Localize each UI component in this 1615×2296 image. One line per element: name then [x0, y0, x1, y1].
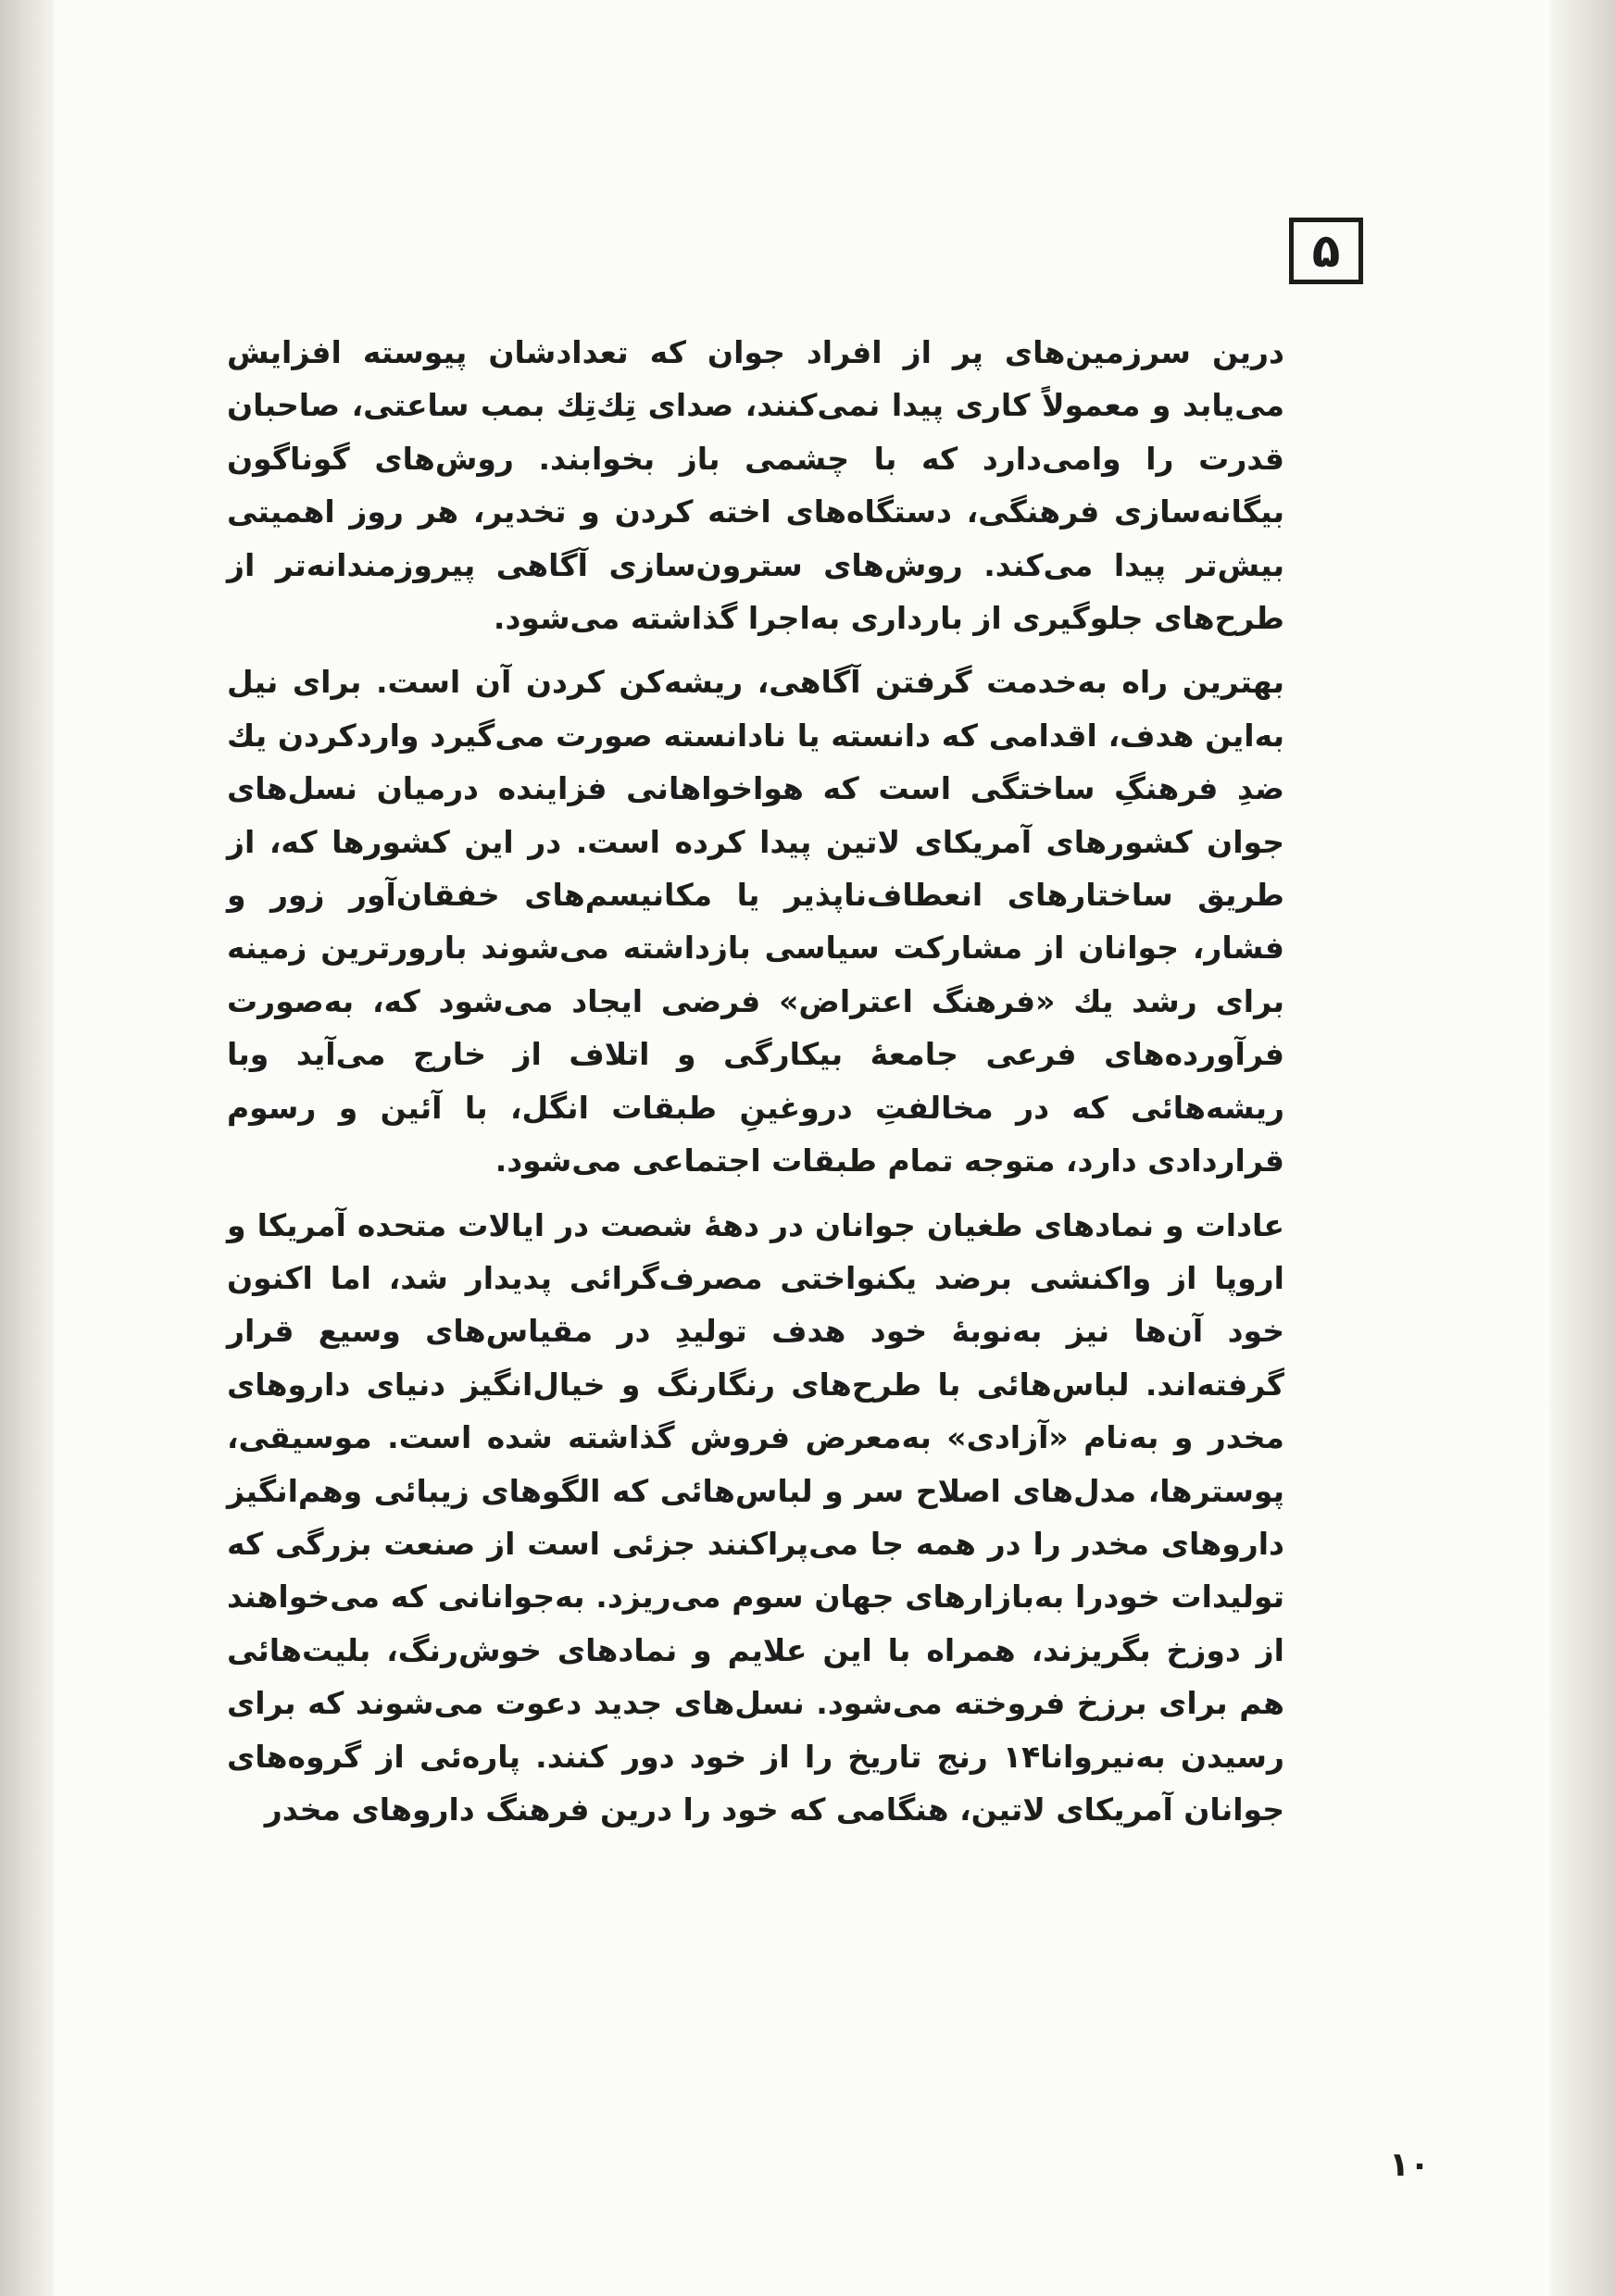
paragraph-1: درین سرزمین‌های پر از افراد جوان که تعدادشان پیوسته افزایش می‌یابد و معمولاً کاری پیدا نمی‌کنند، صدای تِك‌تِك بمب ساعتی، صاحبان قدرت را وامی‌دارد که با چشمی باز بخوابند. روش‌های گوناگون بیگانه‌سازی فرهنگی، دستگاه‌های اخته کردن و تخدیر، هر روز اهمیتی بیش‌تر پیدا می‌کند. روش‌های سترون‌سازی آگاهی پیروزمندانه‌تر از طرح‌های جلوگیری از بارداری به‌اجرا گذاشته می‌شود. [227, 334, 1284, 637]
section-number: ۵ [1311, 224, 1341, 278]
page-left-shadow [0, 0, 54, 2296]
paragraph-3: عادات و نمادهای طغیان جوانان در دههٔ شصت در ایالات متحده آمریکا و اروپا از واکنشی برضد یکنواختی مصرف‌گرائی پدیدار شد، اما اکنون خود آن‌ها نیز به‌نوبهٔ خود هدف تولیدِ در مقیاس‌های وسیع قرار گرفته‌اند. لباس‌هائی با طرح‌های رنگارنگ و خیال‌انگیز دنیای داروهای مخدر و به‌نام «آزادی» به‌معرض فروش گذاشته شده است. موسیقی، پوسترها، مدل‌های اصلاح سر و لباس‌هائی که الگوهای زیبائی وهم‌انگیز داروهای مخدر را در همه جا می‌پراکنند جزئی است از صنعت بزرگی که تولیدات خودرا به‌بازارهای جهان سوم می‌ریزد. به‌جوانانی که می‌خواهند از دوزخ بگریزند، همراه با این علایم و نمادهای خوش‌رنگ، بلیت‌هائی هم برای برزخ فروخته می‌شود. نسل‌های جدید دعوت می‌شوند که برای رسیدن به‌نیروانا۱۴ رنج تاریخ را از خود دور کنند. پاره‌ئی از گروه‌های جوانان آمریکای لاتین، هنگامی که خود را درین فرهنگ داروهای مخدر [227, 1206, 1284, 1828]
body-text [227, 326, 1284, 1847]
paragraph-2: بهترین راه به‌خدمت گرفتن آگاهی، ریشه‌کن کردن آن است. برای نیل به‌این هدف، اقدامی که دانسته یا نادانسته صورت می‌گیرد واردکردن یك ضدِ فرهنگِ ساختگی است که هواخواهانی فزاینده درمیان نسل‌های جوان کشورهای آمریکای لاتین پیدا کرده است. در این کشورها که، از طریق ساختارهای انعطاف‌ناپذیر یا مکانیسم‌های خفقان‌آور زور و فشار، جوانان از مشارکت سیاسی بازداشته می‌شوند بارورترین زمینه برای رشد یك «فرهنگ اعتراض» فرضی ایجاد می‌شود که، به‌صورت فرآورده‌های فرعی جامعهٔ بیکارگی و اتلاف از خارج می‌آید وبا ریشه‌هائی که در مخالفتِ دروغینِ طبقات انگل، با آئین و رسوم قراردادی دارد، متوجه تمام طبقات اجتماعی می‌شود. [227, 664, 1284, 1179]
section-number-box [1289, 218, 1363, 284]
page-number: ۱۰ [1389, 2146, 1430, 2184]
page-right-edge [1550, 0, 1615, 2296]
